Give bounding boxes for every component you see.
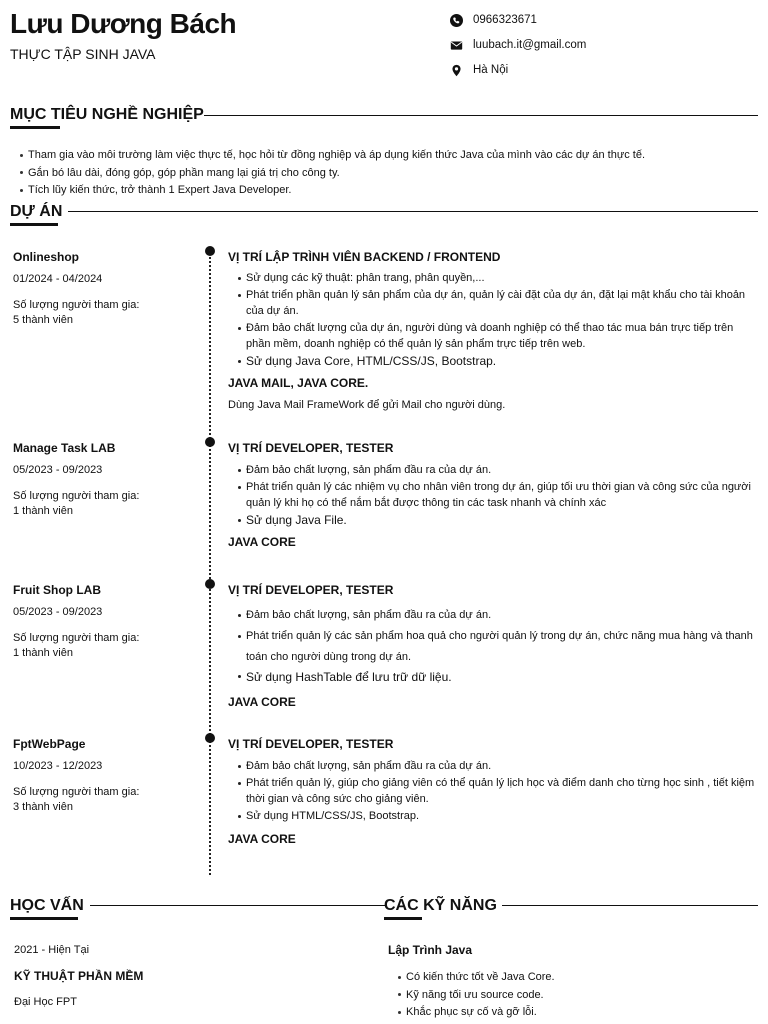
list-item: Sử dụng Java Core, HTML/CSS/JS, Bootstrap. [246, 353, 758, 370]
list-item: Phát triển phần quản lý sản phẩm của dự án, quản lý cài đặt của dự án, đặt lại mật khẩu cho tài khoản của dự án. [246, 287, 758, 320]
candidate-role: THỰC TẬP SINH JAVA [10, 46, 156, 62]
section-title-objective: MỤC TIÊU NGHỀ NGHIỆP [10, 106, 204, 124]
project-detail-manage-task [228, 441, 758, 549]
list-item: Phát triển quản lý các nhiệm vụ cho nhân viên trong dự án, giúp tối ưu thời gian và công sức của người quản lý khi họ có thể nắm bắt được thông tin các task nhanh và chính xác [246, 479, 758, 512]
objective-list [20, 147, 760, 200]
contact-phone [450, 12, 537, 28]
divider [90, 905, 385, 906]
timeline-node [205, 579, 215, 589]
education-school: Đại Học FPT [14, 996, 77, 1008]
timeline-node [205, 733, 215, 743]
timeline-node [205, 246, 215, 256]
project-date: 01/2024 - 04/2024 [13, 273, 103, 285]
members-label: Số lượng người tham gia: [13, 786, 140, 798]
members-count: 5 thành viên [13, 314, 73, 326]
divider [502, 905, 758, 906]
contact-email [450, 37, 586, 53]
divider [204, 115, 758, 116]
list-item: Tham gia vào môi trường làm việc thực tế, học hỏi từ đồng nghiệp và áp dụng kiến thức Java của mình vào các dự án thực tế. [20, 147, 760, 165]
project-name: Fruit Shop LAB [13, 583, 101, 597]
members-count: 1 thành viên [13, 647, 73, 659]
skill-category: Lập Trình Java [388, 943, 473, 957]
project-detail-fptwebpage [228, 737, 758, 846]
members-label: Số lượng người tham gia: [13, 490, 140, 502]
project-position: VỊ TRÍ DEVELOPER, TESTER [228, 583, 394, 597]
project-tech: JAVA CORE [228, 535, 296, 549]
project-detail-onlineshop [228, 250, 758, 411]
mail-icon [450, 39, 463, 52]
project-meta-manage-task [13, 441, 193, 517]
project-date: 10/2023 - 12/2023 [13, 760, 103, 772]
list-item: Phát triển quản lý các sản phẩm hoa quả cho người quản lý trong dự án, chức năng mua hàng và thanh toán cho người dùng trong dự án. [246, 626, 758, 668]
project-name: Manage Task LAB [13, 441, 116, 455]
project-position: VỊ TRÍ LẬP TRÌNH VIÊN BACKEND / FRONTEND [228, 250, 501, 264]
project-tech: JAVA CORE [228, 695, 296, 709]
skills-list [398, 969, 758, 1022]
list-item: Khắc phục sự cố và gỡ lỗi. [398, 1004, 758, 1022]
list-item: Sử dụng HTML/CSS/JS, Bootstrap. [246, 808, 758, 825]
list-item: Sử dụng các kỹ thuật: phân trang, phân quyền,... [246, 270, 758, 287]
project-tech-desc: Dùng Java Mail FrameWork để gửi Mail cho người dùng. [228, 399, 506, 411]
email-text[interactable]: luubach.it@gmail.com [473, 39, 587, 51]
list-item: Sử dụng HashTable để lưu trữ dữ liệu. [246, 668, 758, 687]
members-label: Số lượng người tham gia: [13, 632, 140, 644]
phone-text[interactable]: 0966323671 [473, 14, 537, 26]
project-tech: JAVA MAIL, JAVA CORE. [228, 376, 369, 390]
project-meta-onlineshop [13, 250, 193, 326]
project-tech: JAVA CORE [228, 832, 296, 846]
project-position: VỊ TRÍ DEVELOPER, TESTER [228, 441, 394, 455]
education-major: KỸ THUẬT PHẦN MỀM [14, 969, 144, 983]
section-title-skills: CÁC KỸ NĂNG [384, 897, 497, 915]
project-date: 05/2023 - 09/2023 [13, 606, 103, 618]
list-item: Có kiến thức tốt về Java Core. [398, 969, 758, 987]
project-detail-fruit-shop [228, 583, 758, 709]
project-date: 05/2023 - 09/2023 [13, 464, 103, 476]
project-position: VỊ TRÍ DEVELOPER, TESTER [228, 737, 394, 751]
members-count: 1 thành viên [13, 505, 73, 517]
members-count: 3 thành viên [13, 801, 73, 813]
list-item: Đảm bảo chất lượng, sản phẩm đầu ra của dự án. [246, 605, 758, 626]
project-name: FptWebPage [13, 737, 86, 751]
phone-icon [450, 14, 463, 27]
list-item: Kỹ năng tối ưu source code. [398, 987, 758, 1005]
timeline-node [205, 437, 215, 447]
section-title-education: HỌC VẤN [10, 897, 84, 915]
education-date: 2021 - Hiện Tại [14, 944, 90, 956]
contact-location [450, 62, 508, 78]
project-name: Onlineshop [13, 250, 79, 264]
timeline-line [209, 250, 211, 875]
section-title-projects: DỰ ÁN [10, 203, 62, 221]
list-item: Đảm bảo chất lượng, sản phẩm đầu ra của dự án. [246, 758, 758, 775]
divider [68, 211, 758, 212]
list-item: Đảm bảo chất lượng, sản phẩm đầu ra của dự án. [246, 462, 758, 479]
location-text: Hà Nội [473, 64, 509, 76]
candidate-name: Lưu Dương Bách [10, 8, 237, 39]
list-item: Sử dụng Java File. [246, 512, 758, 529]
location-pin-icon [450, 64, 463, 77]
list-item: Gắn bó lâu dài, đóng góp, góp phần mang lại giá trị cho công ty. [20, 165, 760, 183]
project-meta-fruit-shop [13, 583, 193, 659]
members-label: Số lượng người tham gia: [13, 299, 140, 311]
list-item: Phát triển quản lý, giúp cho giảng viên có thể quản lý lịch học và điểm danh cho từng học sinh , tiết kiệm thời gian và công sức cho giảng viên. [246, 775, 758, 808]
project-meta-fptwebpage [13, 737, 193, 813]
list-item: Tích lũy kiến thức, trở thành 1 Expert Java Developer. [20, 182, 760, 200]
list-item: Đảm bảo chất lượng của dự án, người dùng và doanh nghiệp có thể thao tác mua bán trực tiếp trên phần mềm, doanh nghiệp có thể quản lý sản phẩm trực tiếp trên web. [246, 320, 758, 353]
